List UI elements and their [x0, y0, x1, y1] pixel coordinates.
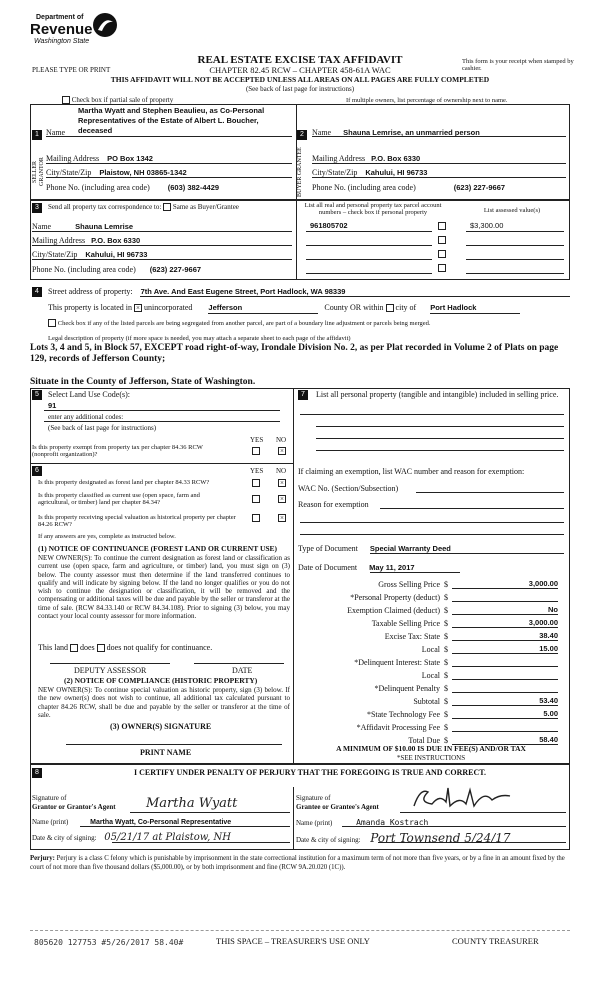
tax-row-interest-state — [296, 658, 566, 671]
does-not-label: does not qualify for continuance. — [106, 643, 213, 652]
treasurer-space-label: THIS SPACE – TREASURER'S USE ONLY — [216, 936, 370, 946]
seller-name-line-2: Representatives of the Estate of Albert L. Boucher, — [78, 116, 259, 125]
exempt-no-checkbox[interactable]: × — [278, 447, 286, 455]
tax-value[interactable]: 3,000.00 — [452, 580, 558, 589]
currency-sign: $ — [444, 671, 448, 680]
personal-property-checkbox-2[interactable] — [438, 236, 446, 244]
grantor-name-label: Name (print) — [32, 818, 69, 826]
treasurer-stamp: 805620 127753 #5/26/2017 58.40# — [34, 938, 184, 947]
buyer-city[interactable]: Kahului, HI 96733 — [365, 168, 428, 177]
seller-name-label: Name — [46, 128, 66, 137]
parcel-number[interactable]: 961805702 — [310, 221, 348, 230]
land-use-label: Select Land Use Code(s): — [48, 390, 130, 399]
section5-yes-header: YES — [250, 436, 264, 444]
tax-row-exemption — [296, 606, 566, 619]
section6-yes-header: YES — [250, 467, 264, 475]
seller-address-label: Mailing Address — [46, 154, 100, 163]
form-title: REAL ESTATE EXCISE TAX AFFIDAVIT — [197, 54, 403, 66]
notice1-title: (1) NOTICE OF CONTINUANCE (FOREST LAND OR CURRENT USE) — [38, 544, 278, 553]
does-checkbox[interactable] — [70, 644, 78, 652]
buyer-city-label: City/State/Zip — [312, 168, 358, 177]
unincorporated-label: unincorporated — [143, 303, 193, 312]
grantor-date-label: Date & city of signing: — [32, 834, 97, 842]
corr-phone[interactable]: (623) 227-9667 — [149, 265, 202, 274]
personal-property-label: List all personal property (tangible and intangible) included in selling price. — [316, 390, 559, 399]
located-row — [48, 303, 520, 314]
tax-label: Subtotal — [413, 697, 440, 706]
tax-label: Excise Tax: State — [384, 632, 440, 641]
agency-top: Department of — [36, 14, 84, 21]
exempt-question: Is this property exempt from property tax per chapter 84.36 RCW (nonprofit organization)? — [32, 444, 203, 459]
tax-label: *Personal Property (deduct) — [350, 593, 440, 602]
buyer-name[interactable]: Shauna Lemrise, an unmarried person — [343, 128, 480, 137]
tax-value[interactable]: 15.00 — [452, 645, 558, 654]
section-3-number: 3 — [32, 203, 42, 213]
tax-row-excise-state — [296, 632, 566, 645]
agency-state: Washington State — [34, 38, 90, 45]
correspondence-header — [48, 203, 239, 211]
seller-city-label: City/State/Zip — [46, 168, 92, 177]
seller-city[interactable]: Plaistow, NH 03865-1342 — [99, 168, 187, 177]
currency-sign: $ — [444, 658, 448, 667]
buyer-side-label: BUYER GRANTEE — [297, 147, 303, 197]
notice2-text: NEW OWNER(S): To continue special valuation as historic property, sign (3) below. If the new owner(s) does not wish to continue, all additional tax calculated pursuant to chapter 84.26 RCW, shall be due and payable by the seller or transferor at the time of sale. — [38, 686, 290, 719]
grantor-date-city[interactable]: 05/21/17 at Plaistow, NH — [104, 832, 232, 843]
agency-name: Revenue — [30, 21, 93, 38]
does-not-checkbox[interactable] — [97, 644, 105, 652]
tax-label: *Affidavit Processing Fee — [356, 723, 440, 732]
buyer-phone-row — [312, 183, 505, 193]
tax-value[interactable]: No — [452, 606, 558, 615]
currency-sign: $ — [444, 632, 448, 641]
corr-city-label: City/State/Zip — [32, 250, 78, 259]
form-chapter: CHAPTER 82.45 RCW – CHAPTER 458-61A WAC — [209, 65, 391, 75]
current-use-question: Is this property classified as current use (open space, farm and agricultural, or timber) land per chapter 84.34? — [38, 492, 200, 507]
tax-row-subtotal — [296, 697, 566, 710]
tax-row-taxable — [296, 619, 566, 632]
same-as-buyer-checkbox[interactable] — [163, 203, 171, 211]
perjury-note — [30, 855, 575, 872]
dor-logo-icon — [92, 12, 118, 38]
section-5-number: 5 — [32, 390, 42, 400]
seller-name-line-1: Martha Wyatt and Stephen Beaulieu, as Co-Personal — [78, 106, 265, 115]
tax-row-excise-local — [296, 645, 566, 658]
tax-value[interactable]: 3,000.00 — [452, 619, 558, 628]
tax-row-interest-local — [296, 671, 566, 684]
current-use-yes-checkbox[interactable] — [252, 495, 260, 503]
tax-row-technology-fee — [296, 710, 566, 723]
street-address[interactable]: 7th Ave. And East Eugene Street, Port Hadlock, WA 98339 — [140, 287, 346, 296]
assessor-date-label: DATE — [232, 666, 253, 675]
city-of-label: city of — [395, 303, 417, 312]
perjury-text: Perjury is a class C felony which is punishable by imprisonment in the state correctional institution for a maximum term of not more than five years, or by a fine in an amount fixed by the court of not more than five thousand dollars ($5,000.00), or by both imprisonment and fine (RCW 9A.20.020 (1C)). — [30, 855, 565, 871]
tax-label: *State Technology Fee — [366, 710, 440, 719]
currency-sign: $ — [444, 580, 448, 589]
historic-question: Is this property receiving special valuation as historical property per chapter 84.26 RCW? — [38, 514, 236, 529]
forest-yes-checkbox[interactable] — [252, 479, 260, 487]
segregated-row — [48, 319, 431, 327]
tax-value[interactable]: 58.40 — [452, 736, 558, 745]
forest-no-checkbox[interactable]: × — [278, 479, 286, 487]
buyer-phone[interactable]: (623) 227-9667 — [453, 183, 506, 192]
deputy-assessor-label: DEPUTY ASSESSOR — [74, 666, 147, 675]
tax-label: Taxable Selling Price — [371, 619, 440, 628]
street-label: Street address of property: — [48, 287, 133, 296]
city-of-checkbox[interactable] — [386, 304, 394, 312]
corr-phone-label: Phone No. (including area code) — [32, 265, 136, 274]
county-name[interactable]: Jefferson — [208, 304, 318, 314]
corr-name-label: Name — [32, 222, 52, 231]
form-warning: THIS AFFIDAVIT WILL NOT BE ACCEPTED UNLESS ALL AREAS ON ALL PAGES ARE FULLY COMPLETED — [110, 75, 490, 84]
currency-sign: $ — [444, 723, 448, 732]
qualify-row — [38, 643, 212, 652]
located-label: This property is located in — [48, 303, 132, 312]
corr-phone-row — [32, 265, 201, 275]
situate: Situate in the County of Jefferson, State of Washington. — [30, 377, 256, 387]
tax-value[interactable] — [452, 593, 558, 602]
buyer-address[interactable]: P.O. Box 6330 — [371, 154, 421, 163]
tax-row-gross — [296, 580, 566, 593]
city-name[interactable]: Port Hadlock — [430, 304, 520, 314]
see-instructions: *SEE INSTRUCTIONS — [396, 754, 466, 762]
section-6-number: 6 — [32, 466, 42, 476]
current-use-no-checkbox[interactable]: × — [278, 495, 286, 503]
section-4-number: 4 — [32, 287, 42, 297]
seller-phone-row — [46, 183, 219, 193]
segregated-checkbox[interactable] — [48, 319, 56, 327]
doc-date-label: Date of Document — [298, 563, 358, 572]
exemption-label: If claiming an exemption, list WAC number and reason for exemption: — [298, 467, 525, 476]
notice1-text: NEW OWNER(S): To continue the current designation as forest land or classification as current use (open space, farm and agriculture, or timber) land, you must sign on (3) below. The county assessor must then determine if the land transferred continues to qualify and will indicate by signing below. If the land no longer qualifies or you do not wish to continue the designation or classification, it will be removed and the compensating or additional taxes will be due and payable by the seller or transferor at the time of sale. (RCW 84.33.140 or RCW 84.34.108). Prior to signing (3) below, you may contact your local county assessor for more information. — [38, 554, 290, 621]
land-label: This land — [38, 643, 68, 652]
tax-value[interactable] — [452, 658, 558, 667]
parcel-header: List all real and personal property tax parcel account numbers – check box if personal property — [304, 202, 442, 217]
wac-row — [298, 484, 398, 493]
buyer-address-label: Mailing Address — [312, 154, 366, 163]
certify-statement: I CERTIFY UNDER PENALTY OF PERJURY THAT THE FOREGOING IS TRUE AND CORRECT. — [133, 768, 486, 777]
section5-no-header: NO — [276, 436, 287, 444]
segregated-label: Check box if any of the listed parcels are being segregated from another parcel, are part of a boundary line adjustment or parcels being merged. — [57, 320, 431, 327]
tax-row-processing-fee — [296, 723, 566, 736]
grantee-signature[interactable] — [410, 784, 520, 812]
tax-row-personal-property — [296, 593, 566, 606]
tax-label: Total Due — [408, 736, 440, 745]
tax-value[interactable] — [452, 684, 558, 693]
corr-address-label: Mailing Address — [32, 236, 86, 245]
doc-type[interactable]: Special Warranty Deed — [369, 544, 451, 553]
grantee-sig-label-1: Signature of — [296, 794, 331, 802]
same-as-buyer-label: Same as Buyer/Grantee — [172, 203, 239, 211]
section-2-number: 2 — [297, 130, 307, 140]
seller-address[interactable]: PO Box 1342 — [107, 154, 153, 163]
owner-signature-label: (3) OWNER(S) SIGNATURE — [110, 722, 212, 731]
historic-yes-checkbox[interactable] — [252, 514, 260, 522]
personal-property-checkbox-1[interactable] — [438, 222, 446, 230]
forest-question: Is this property designated as forest land per chapter 84.33 RCW? — [38, 479, 210, 486]
section6-no-header: NO — [276, 467, 287, 475]
minimum-due: A MINIMUM OF $10.00 IS DUE IN FEE(S) AND/OR TAX — [336, 744, 526, 753]
legal-description: Lots 3, 4 and 5, in Block 57, EXCEPT road right-of-way, Irondale Division No. 2, as per Plat recorded in Volume 2 of Plats on page 129, records of Jefferson County; — [30, 343, 559, 364]
currency-sign: $ — [444, 593, 448, 602]
currency-sign: $ — [444, 606, 448, 615]
tax-value[interactable]: 5.00 — [452, 710, 558, 719]
seller-name — [78, 106, 264, 136]
tax-label: Local — [421, 671, 440, 680]
currency-sign: $ — [444, 619, 448, 628]
currency-sign: $ — [444, 736, 448, 745]
section5-see-back: (See back of last page for instructions) — [48, 424, 157, 432]
seller-name-line-3: deceased — [78, 126, 113, 135]
perjury-label: Perjury: — [30, 855, 55, 862]
print-name-label: PRINT NAME — [140, 748, 192, 757]
corr-address[interactable]: P.O. Box 6330 — [91, 236, 141, 245]
please-type: PLEASE TYPE OR PRINT — [32, 66, 111, 74]
legal-label: Legal description of property (if more space is needed, you may attach a separate sheet to each page of the affidavit) — [48, 335, 351, 342]
does-label: does — [80, 643, 95, 652]
tax-value[interactable] — [452, 723, 558, 732]
grantor-sig-label-1: Signature of — [32, 794, 67, 802]
currency-sign: $ — [444, 697, 448, 706]
historic-no-checkbox[interactable]: × — [278, 514, 286, 522]
if-yes-note: If any answers are yes, complete as instructed below. — [38, 533, 176, 540]
receipt-note: This form is your receipt when stamped by cashier. — [462, 58, 574, 73]
buyer-name-label: Name — [312, 128, 332, 137]
tax-value[interactable] — [452, 671, 558, 680]
assessed-header: List assessed value(s) — [483, 207, 541, 214]
assessed-value[interactable]: $3,300.00 — [470, 221, 504, 230]
tax-label: Local — [421, 645, 440, 654]
doc-date[interactable]: May 11, 2017 — [369, 563, 415, 572]
partial-sale-label: Check box if partial sale of property — [71, 96, 174, 104]
corr-city[interactable]: Kahului, HI 96733 — [85, 250, 148, 259]
grantor-signature[interactable]: Martha Wyatt — [146, 796, 238, 811]
county-treasurer-label: COUNTY TREASURER — [452, 936, 539, 946]
unincorporated-checkbox[interactable]: × — [134, 304, 142, 312]
currency-sign: $ — [444, 645, 448, 654]
personal-property-checkbox-3[interactable] — [438, 250, 446, 258]
currency-sign: $ — [444, 710, 448, 719]
grantee-sig-label-2: Grantee or Grantee's Agent — [296, 803, 379, 811]
grantee-name-label: Name (print) — [296, 819, 333, 827]
tax-value[interactable]: 38.40 — [452, 632, 558, 641]
grantee-date-city[interactable]: Port Townsend 5/24/17 — [370, 831, 511, 845]
grantor-name[interactable]: Martha Wyatt, Co-Personal Representative — [90, 819, 232, 826]
currency-sign: $ — [444, 684, 448, 693]
land-use-code[interactable]: 91 — [48, 401, 57, 410]
additional-codes-label: enter any additional codes: — [48, 413, 124, 421]
tax-label: *Delinquent Penalty — [374, 684, 440, 693]
tax-label: Exemption Claimed (deduct) — [347, 606, 440, 615]
seller-side-label: SELLER GRANTOR — [32, 157, 45, 187]
grantee-date-label: Date & city of signing: — [296, 836, 361, 844]
county-or-within-label: County OR within — [324, 303, 384, 312]
grantee-name[interactable]: Amanda Kostrach — [356, 818, 429, 827]
doc-type-label: Type of Document — [298, 544, 358, 553]
corr-name[interactable]: Shauna Lemrise — [75, 222, 134, 231]
seller-phone[interactable]: (603) 382-4429 — [167, 183, 220, 192]
exempt-yes-checkbox[interactable] — [252, 447, 260, 455]
correspondence-label: Send all property tax correspondence to: — [48, 203, 162, 211]
multiple-owners-note: If multiple owners, list percentage of ownership next to name. — [346, 97, 508, 104]
wac-label: WAC No. (Section/Subsection) — [298, 484, 399, 493]
buyer-phone-label: Phone No. (including area code) — [312, 183, 416, 192]
tax-label: *Delinquent Interest: State — [354, 658, 440, 667]
grantor-sig-label-2: Grantor or Grantor's Agent — [32, 803, 116, 811]
dor-logo — [30, 14, 120, 50]
section-1-number: 1 — [32, 130, 42, 140]
notice2-title: (2) NOTICE OF COMPLIANCE (HISTORIC PROPERTY) — [64, 676, 258, 685]
tax-label: Gross Selling Price — [378, 580, 440, 589]
tax-row-penalty — [296, 684, 566, 697]
section-7-number: 7 — [298, 390, 308, 400]
personal-property-checkbox-4[interactable] — [438, 264, 446, 272]
grantee-date-row — [296, 832, 511, 846]
reason-label: Reason for exemption — [298, 500, 369, 509]
section-8-number: 8 — [32, 768, 42, 778]
tax-value[interactable]: 53.40 — [452, 697, 558, 706]
seller-phone-label: Phone No. (including area code) — [46, 183, 150, 192]
see-back: (See back of last page for instructions) — [245, 85, 355, 93]
